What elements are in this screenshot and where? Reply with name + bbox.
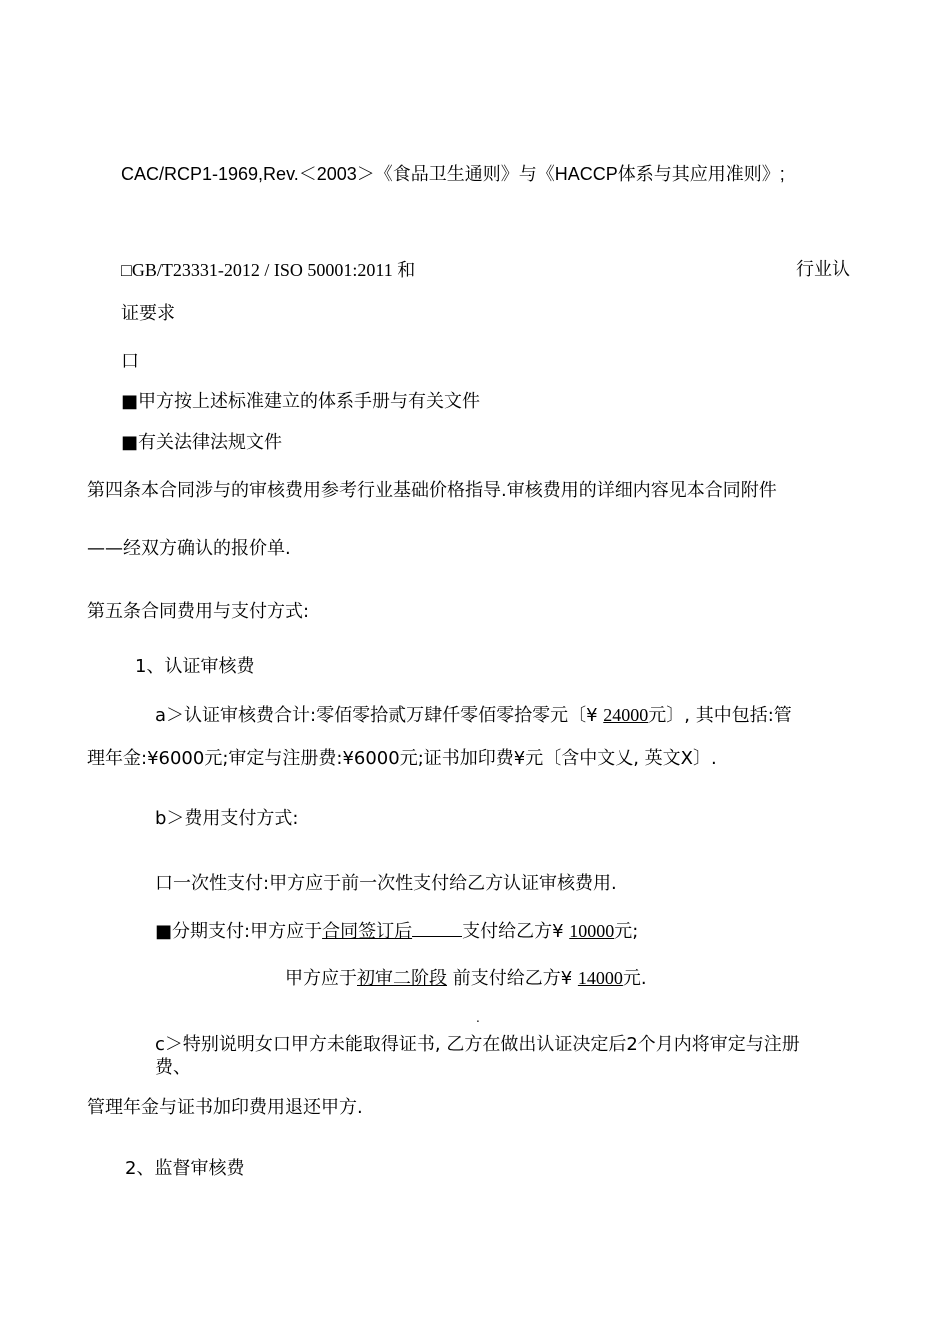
installment-amount: 10000 [569, 921, 615, 941]
special-note-line1b: 费、 [155, 1057, 191, 1078]
standard-gb-continuation: 证要求 [121, 303, 175, 324]
installment-time: 合同签订后 [322, 921, 413, 942]
installment-suffix: 元; [614, 921, 639, 942]
installment-blank [412, 918, 462, 937]
second-time: 初审二阶段 [357, 968, 447, 989]
fee-total-prefix: a＞认证审核费合计:零佰零拾贰万肆仟零佰零拾零元〔¥ [155, 705, 604, 726]
payment-lump-sum: 口一次性支付:甲方应于前一次性支付给乙方认证审核费用. [155, 873, 617, 894]
fee-total-amount: 24000 [603, 705, 649, 725]
fee-total-suffix: 元〕, 其中包括:管 [648, 705, 792, 726]
installment-prefix: ■分期支付:甲方应于 [155, 921, 323, 942]
second-suffix: 元. [622, 968, 647, 989]
article5-title: 第五条合同费用与支付方式: [87, 601, 310, 622]
empty-checkbox-icon: 口 [121, 351, 139, 372]
item-system-manual: ■甲方按上述标准建立的体系手册与有关文件 [121, 391, 481, 412]
special-note-line1: c＞特别说明女口甲方未能取得证书, 乙方在做出认证决定后2个月内将审定与注册 [155, 1034, 800, 1055]
article4-line1: 第四条本合同涉与的审核费用参考行业基础价格指导.审核费用的详细内容见本合同附件 [87, 480, 777, 501]
payment-second-line [285, 966, 647, 991]
item-laws-regulations: ■有关法律法规文件 [121, 432, 283, 453]
dot-mark: . [476, 1011, 480, 1025]
article4-line2: ——经双方确认的报价单. [87, 538, 291, 559]
second-prefix: 甲方应于 [285, 968, 357, 989]
standard-gb-code: GB/T23331-2012 / ISO 50001:2011 和 [131, 260, 416, 280]
second-amount: 14000 [577, 968, 623, 988]
checkbox-empty-icon: □ [121, 260, 132, 280]
payment-method-label: b＞费用支付方式: [155, 808, 299, 829]
standard-gb-suffix: 行业认 [796, 259, 850, 280]
standard-gb-line [121, 258, 415, 282]
special-note-line2: 管理年金与证书加印费用退还甲方. [87, 1097, 363, 1118]
fee-breakdown-line: 理年金:¥6000元;审定与注册费:¥6000元;证书加印费¥元〔含中文乂, 英文X〕. [87, 748, 717, 769]
fee-item2-label: 2、监督审核费 [125, 1158, 245, 1179]
fee-total-line [155, 703, 792, 728]
fee-item1-label: 1、认证审核费 [135, 656, 255, 677]
payment-installment-line [155, 918, 638, 944]
standard-haccp-line: CAC/RCP1-1969,Rev.＜2003＞《食品卫生通则》与《HACCP体系与其应用准则》; [121, 164, 785, 184]
installment-mid: 支付给乙方¥ [462, 921, 570, 942]
second-mid: 前支付给乙方¥ [447, 968, 578, 989]
